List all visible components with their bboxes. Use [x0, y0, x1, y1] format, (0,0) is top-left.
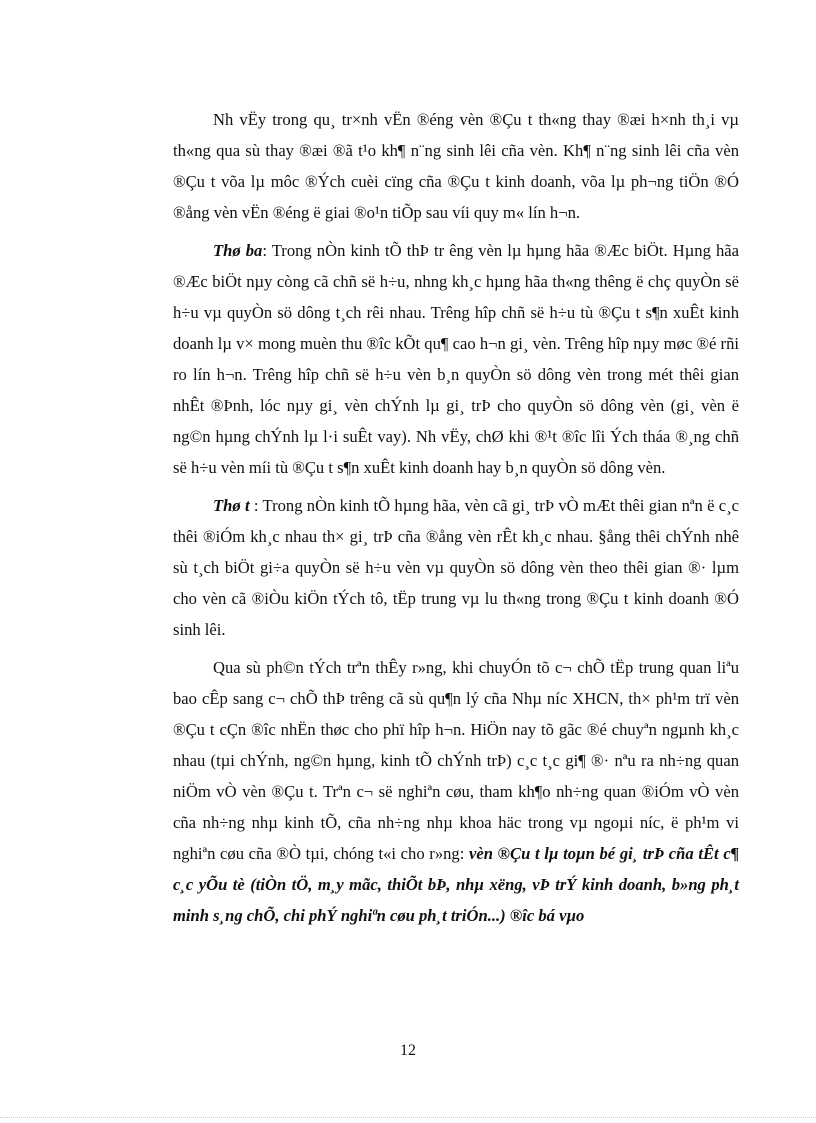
paragraph-2-lead: Thø ba [213, 241, 263, 260]
paragraph-4-definition: vèn ®Çu t lµ toµn bé gi¸ trÞ cña tÊt c¶ c¸c yÕu tè (tiÒn tÖ, m¸y mãc, thiÕt bÞ, nhµ xëng, vÞ trÝ kinh doanh, b»ng ph¸t minh s¸ng chÕ, chi phÝ nghiªn cøu ph¸t triÓn...) ®îc bá vµo [173, 844, 739, 925]
paragraph-2-text: : Trong nÒn kinh tÕ thÞ tr êng vèn lµ hµng hãa ®Æc biÖt. Hµng hãa ®Æc biÖt nµy còng cã chñ së h÷u, nhng kh¸c hµng hãa th«ng thêng ë chç quyÒn së h÷u vµ quyÒn sö dông t¸ch rêi nhau. Trêng hîp chñ së h÷u tù ®Çu t s¶n xuÊt kinh doanh lµ v× mong muèn thu ®îc kÕt qu¶ cao h¬n gi¸ vèn. Trêng hîp nµy møc ®é rñi ro lín h¬n. Trêng hîp chñ së h÷u vèn b¸n quyÒn sö dông vèn trong mét thêi gian nhÊt ®Þnh, lóc nµy gi¸ vèn chÝnh lµ gi¸ trÞ cho quyÒn sö dông vèn (gi¸ vèn ë ng©n hµng chÝnh lµ l·i suÊt vay). Nh vËy, chØ khi ®¹t ®îc lîi Ých tháa ®¸ng chñ së h÷u vèn míi tù ®Çu t s¶n xuÊt kinh doanh hay b¸n quyÒn sö dông vèn. [173, 241, 739, 477]
paragraph-2 [173, 235, 739, 483]
paragraph-3 [173, 490, 739, 645]
paragraph-4-text: Qua sù ph©n tÝch trªn thÊy r»ng, khi chuyÓn tõ c¬ chÕ tËp trung quan liªu bao cÊp sang c¬ chÕ thÞ trêng cã sù qu¶n lý cña Nhµ níc XHCN, th× ph¹m trï vèn ®Çu t cÇn ®îc nhËn thøc cho phï hîp h¬n. HiÖn nay tõ gãc ®é chuyªn ngµnh kh¸c nhau (tµi chÝnh, ng©n hµng, kinh tÕ chÝnh trÞ) c¸c t¸c gi¶ ®· nªu ra nh÷ng quan niÖm vÒ vèn ®Çu t. Trªn c¬ së nghiªn cøu, tham kh¶o nh÷ng quan ®iÓm vÒ vèn cña nh÷ng nhµ kinh tÕ, cña nh÷ng nhµ khoa häc trong vµ ngoµi níc, ë ph¹m vi nghiªn cøu cña ®Ò tµi, chóng t«i cho r»ng: [173, 658, 739, 863]
bottom-divider [0, 1117, 816, 1118]
page-content [173, 104, 739, 938]
paragraph-3-lead: Thø t [213, 496, 250, 515]
paragraph-1-text: Nh vËy trong qu¸ tr×nh vËn ®éng vèn ®Çu t th«ng thay ®æi h×nh th¸i vµ th«ng qua sù thay ®æi ®ã t¹o kh¶ n¨ng sinh lêi cña vèn. Kh¶ n¨ng sinh lêi cña vèn ®Çu t võa lµ môc ®Ých cuèi cïng cña ®Çu t kinh doanh, võa lµ ph¬ng tiÖn ®Ó ®ång vèn vËn ®éng ë giai ®o¹n tiÕp sau víi quy m« lín h¬n. [173, 110, 739, 222]
paragraph-4 [173, 652, 739, 931]
paragraph-1 [173, 104, 739, 228]
page-number: 12 [400, 1042, 416, 1059]
paragraph-3-text: : Trong nÒn kinh tÕ hµng hãa, vèn cã gi¸ trÞ vÒ mÆt thêi gian nªn ë c¸c thêi ®iÓm kh¸c nhau th× gi¸ trÞ cña ®ång vèn rÊt kh¸c nhau. §ång thêi chÝnh nhê sù t¸ch biÖt gi÷a quyÒn së h÷u vèn vµ quyÒn sö dông vèn theo thêi gian ®· lµm cho vèn cã ®iÒu kiÖn tÝch tô, tËp trung vµ lu th«ng trong ®Çu t kinh doanh ®Ó sinh lêi. [173, 496, 739, 639]
